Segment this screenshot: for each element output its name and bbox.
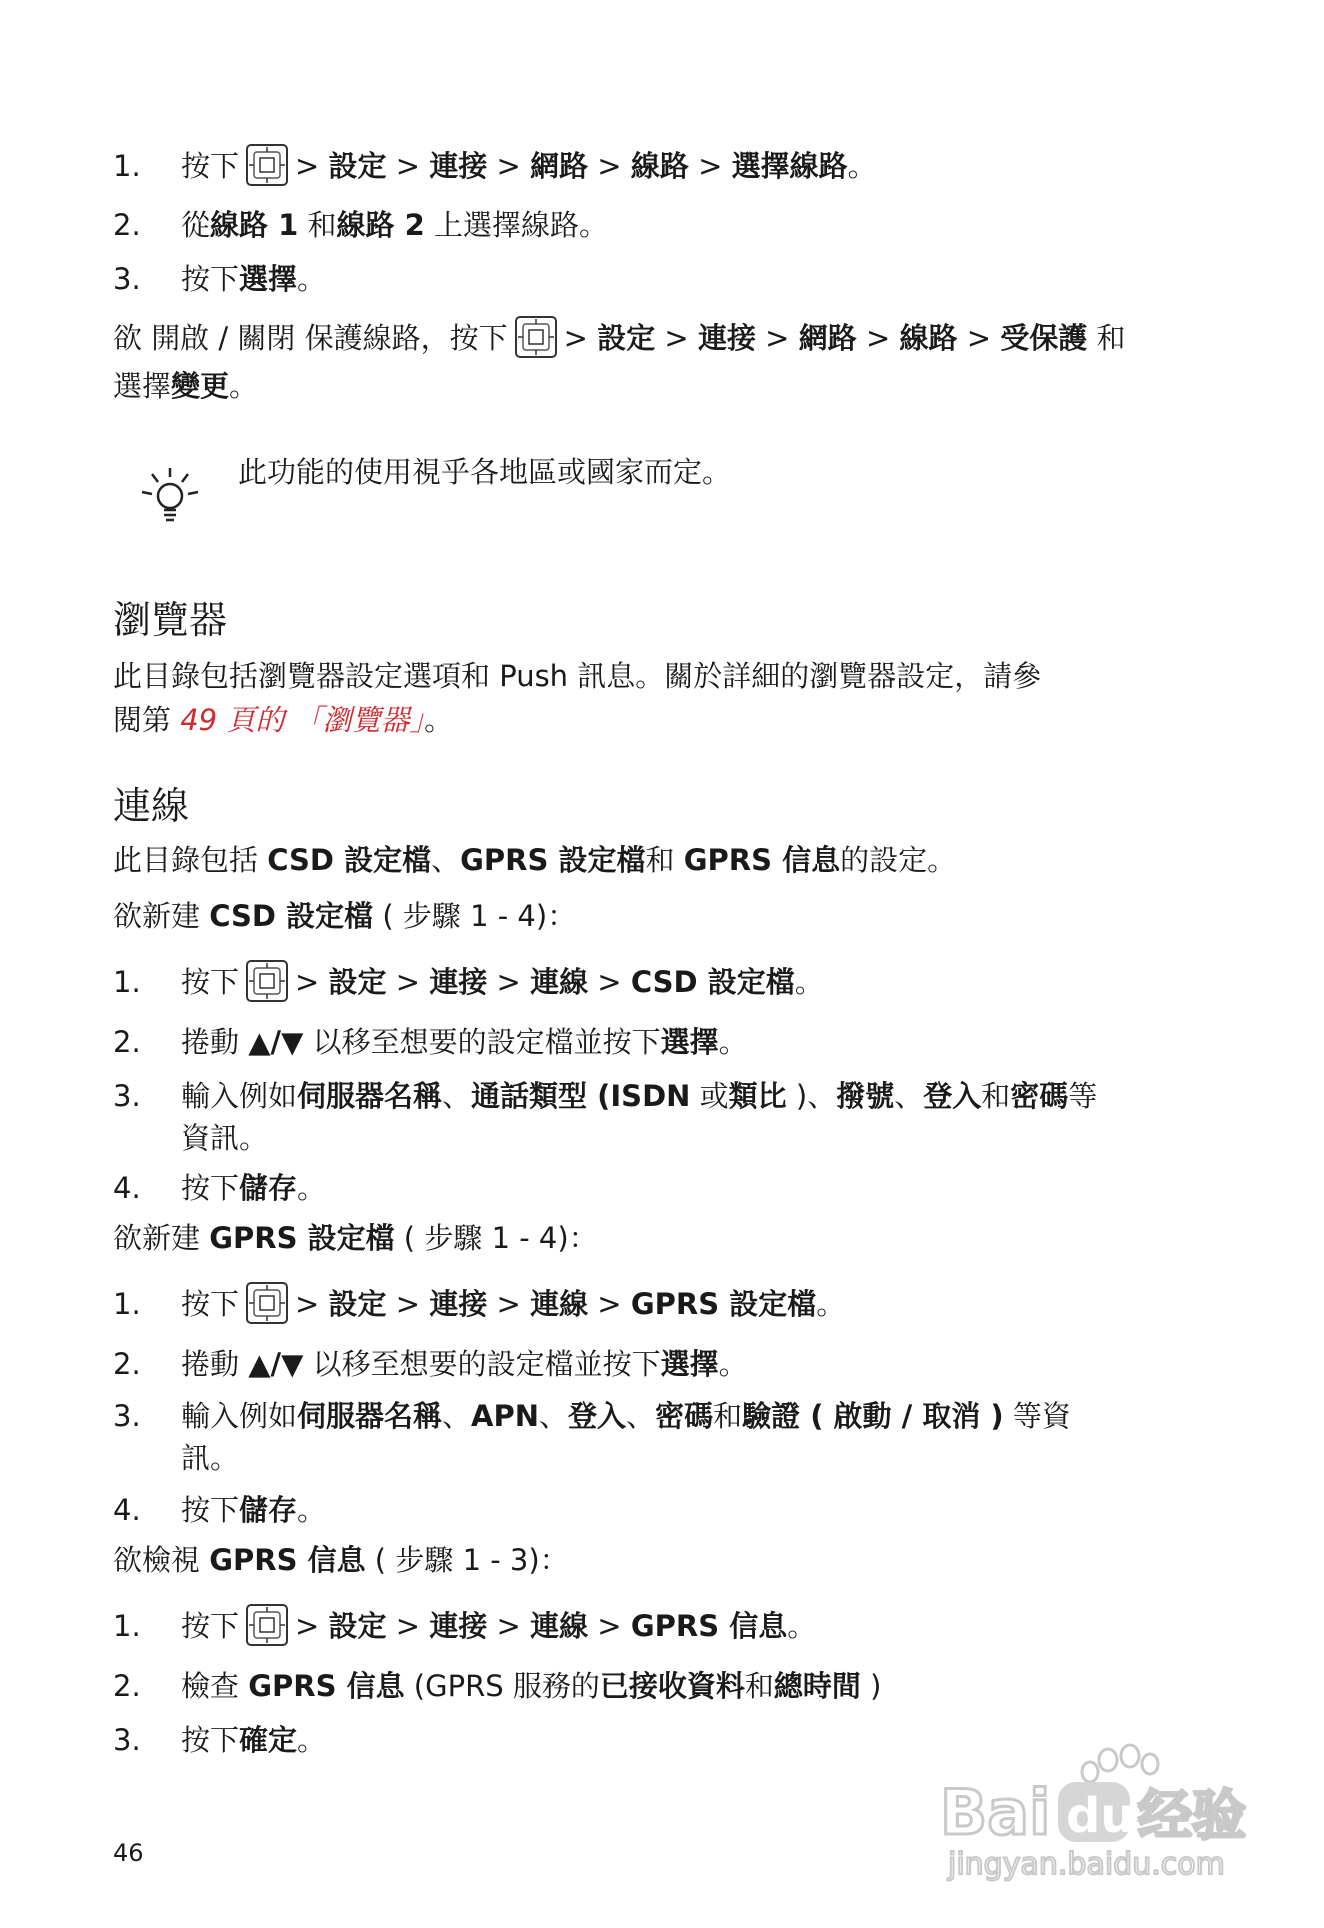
step-3-line: 按下選擇。 xyxy=(181,262,327,296)
protect-line-paragraph: 欲 開啟 / 關閉 保護線路，按下 > 設定 > 連接 > 網路 > 線路 > 受保護 和 xyxy=(113,318,1125,359)
step-number: 1. xyxy=(113,965,141,999)
menu-key-icon xyxy=(245,1281,289,1325)
page-number: 46 xyxy=(113,1839,144,1867)
step-number: 1. xyxy=(113,149,141,183)
csd-step-3: 輸入例如伺服器名稱、通話類型 (ISDN 或類比 )、撥號、登入和密碼等 xyxy=(181,1079,1098,1113)
step-number: 4. xyxy=(113,1493,141,1527)
gprs-info-step-1: 按下 > 設定 > 連接 > 連線 > GPRS 信息。 xyxy=(181,1606,816,1647)
step-number: 3. xyxy=(113,1723,141,1757)
gprs-step-3-cont: 訊。 xyxy=(181,1441,240,1475)
menu-key-icon xyxy=(245,959,289,1003)
section-heading-browser: 瀏覽器 xyxy=(113,598,228,642)
csd-step-4: 按下儲存。 xyxy=(181,1171,327,1205)
step-number: 2. xyxy=(113,1347,141,1381)
csd-step-3-cont: 資訊。 xyxy=(181,1121,269,1155)
gprs-step-2: 捲動 ▲/▼ 以移至想要的設定檔並按下選擇。 xyxy=(181,1347,748,1381)
gprs-step-4: 按下儲存。 xyxy=(181,1493,327,1527)
step-number: 2. xyxy=(113,1669,141,1703)
csd-intro: 欲新建 CSD 設定檔 ( 步驟 1 - 4)： xyxy=(113,899,577,933)
section-heading-connection: 連線 xyxy=(113,784,190,828)
protect-line-paragraph-cont: 選擇變更。 xyxy=(113,369,259,403)
step-number: 4. xyxy=(113,1171,141,1205)
baidu-jingyan-watermark xyxy=(940,1742,1280,1882)
browser-paragraph-cont: 閱第 49 頁的 「瀏覽器」。 xyxy=(113,703,454,737)
svg-text:jingyan.baidu.com: jingyan.baidu.com xyxy=(948,1847,1225,1882)
svg-text:Bai: Bai xyxy=(940,1776,1051,1849)
lightbulb-tip-icon xyxy=(134,462,206,534)
gprs-step-3: 輸入例如伺服器名稱、APN、登入、密碼和驗證 ( 啟動 / 取消 ) 等資 xyxy=(181,1399,1071,1433)
step-number: 2. xyxy=(113,1025,141,1059)
step-number: 1. xyxy=(113,1609,141,1643)
svg-text:经验: 经验 xyxy=(1138,1784,1246,1847)
gprs-info-intro: 欲檢視 GPRS 信息 ( 步驟 1 - 3)： xyxy=(113,1543,569,1577)
browser-paragraph: 此目錄包括瀏覽器設定選項和 Push 訊息。關於詳細的瀏覽器設定，請參 xyxy=(113,659,1042,693)
step-number: 3. xyxy=(113,1399,141,1433)
menu-key-icon xyxy=(514,315,558,359)
step-2-line: 從線路 1 和線路 2 上選擇線路。 xyxy=(181,208,609,242)
csd-step-1: 按下 > 設定 > 連接 > 連線 > CSD 設定檔。 xyxy=(181,962,824,1003)
step-number: 3. xyxy=(113,1079,141,1113)
step-number: 1. xyxy=(113,1287,141,1321)
browser-page-link[interactable]: 49 頁的 「瀏覽器」 xyxy=(180,703,425,737)
step-text: 按下 xyxy=(181,149,240,183)
gprs-info-step-3: 按下確定。 xyxy=(181,1723,327,1757)
menu-key-icon xyxy=(245,1603,289,1647)
svg-text:du: du xyxy=(1066,1788,1135,1844)
gprs-info-step-2: 檢查 GPRS 信息 (GPRS 服務的已接收資料和總時間 ) xyxy=(181,1669,882,1703)
step-number: 2. xyxy=(113,208,141,242)
step-1-line: 按下 > 設定 > 連接 > 網路 > 線路 > 選擇線路。 xyxy=(181,146,877,187)
connection-intro: 此目錄包括 CSD 設定檔、GPRS 設定檔和 GPRS 信息的設定。 xyxy=(113,843,957,877)
menu-key-icon xyxy=(245,143,289,187)
tip-text: 此功能的使用視乎各地區或國家而定。 xyxy=(238,455,732,489)
step-number: 3. xyxy=(113,262,141,296)
gprs-step-1: 按下 > 設定 > 連接 > 連線 > GPRS 設定檔。 xyxy=(181,1284,845,1325)
gprs-profile-intro: 欲新建 GPRS 設定檔 ( 步驟 1 - 4)： xyxy=(113,1221,598,1255)
csd-step-2: 捲動 ▲/▼ 以移至想要的設定檔並按下選擇。 xyxy=(181,1025,748,1059)
